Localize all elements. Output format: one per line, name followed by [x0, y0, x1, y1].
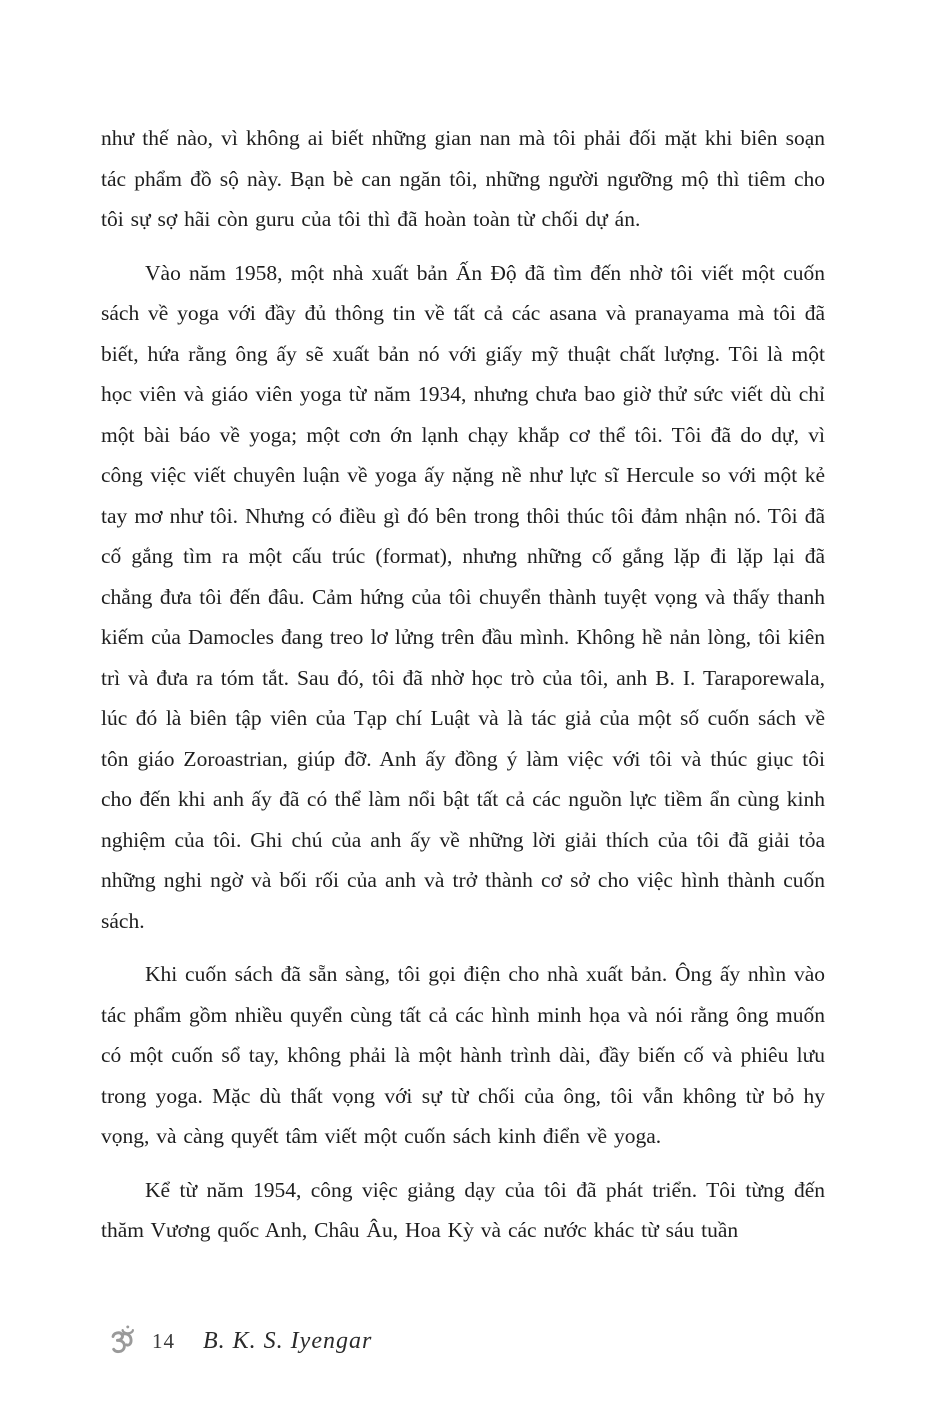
paragraph: Khi cuốn sách đã sẵn sàng, tôi gọi điện cho nhà xuất bản. Ông ấy nhìn vào tác phẩm gồm nhiều quyển cùng tất cả các hình minh họa và nói rằng ông muốn có một cuốn sổ tay, không phải là một hành trình dài, đầy biến cố và phiêu lưu trong yoga. Mặc dù thất vọng với sự từ chối của ông, tôi vẫn không từ bỏ hy vọng, và càng quyết tâm viết một cuốn sách kinh điển về yoga. [101, 962, 825, 1148]
paragraph: Vào năm 1958, một nhà xuất bản Ấn Độ đã tìm đến nhờ tôi viết một cuốn sách về yoga với đầy đủ thông tin về tất cả các asana và pranayama mà tôi đã biết, hứa rằng ông ấy sẽ xuất bản nó với giấy mỹ thuật chất lượng. Tôi là một học viên và giáo viên yoga từ năm 1934, nhưng chưa bao giờ thử sức viết dù chỉ một bài báo về yoga; một cơn ớn lạnh chạy khắp cơ thể tôi. Tôi đã do dự, vì công việc viết chuyên luận về yoga ấy nặng nề như lực sĩ Hercule so với một kẻ tay mơ như tôi. Nhưng có điều gì đó bên trong thôi thúc tôi đảm nhận nó. Tôi đã cố gắng tìm ra một cấu trúc (format), nhưng những cố gắng lặp đi lặp lại đã chẳng đưa tôi đến đâu. Cảm hứng của tôi chuyển thành tuyệt vọng và thấy thanh kiếm của Damocles đang treo lơ lửng trên đầu mình. Không hề nản lòng, tôi kiên trì và đưa ra tóm tắt. Sau đó, tôi đã nhờ học trò của tôi, anh B. I. Taraporewala, lúc đó là biên tập viên của Tạp chí Luật và là tác giả của một số cuốn sách về tôn giáo Zoroastrian, giúp đỡ. Anh ấy đồng ý làm việc với tôi và thúc giục tôi cho đến khi anh ấy đã có thể làm nổi bật tất cả các nguồn lực tiềm ẩn cùng kinh nghiệm của tôi. Ghi chú của anh ấy về những lời giải thích của tôi đã giải tỏa những nghi ngờ và bối rối của anh và trở thành cơ sở cho việc hình thành cuốn sách. [101, 260, 825, 933]
paragraph: Kể từ năm 1954, công việc giảng dạy của tôi đã phát triển. Tôi từng đến thăm Vương quốc Anh, Châu Âu, Hoa Kỳ và các nước khác từ sáu tuần [101, 1177, 825, 1242]
page-footer [106, 1325, 372, 1357]
author-running-footer: B. K. S. Iyengar [203, 1327, 373, 1354]
paragraph-continuation: như thế nào, vì không ai biết những gian nan mà tôi phải đối mặt khi biên soạn tác phẩm đồ sộ này. Bạn bè can ngăn tôi, những người ngưỡng mộ thì tiêm cho tôi sự sợ hãi còn guru của tôi thì đã hoàn toàn từ chối dự án. [101, 126, 825, 231]
page-number: 14 [152, 1328, 175, 1353]
om-icon [106, 1325, 138, 1357]
page-body-text [101, 118, 825, 1264]
